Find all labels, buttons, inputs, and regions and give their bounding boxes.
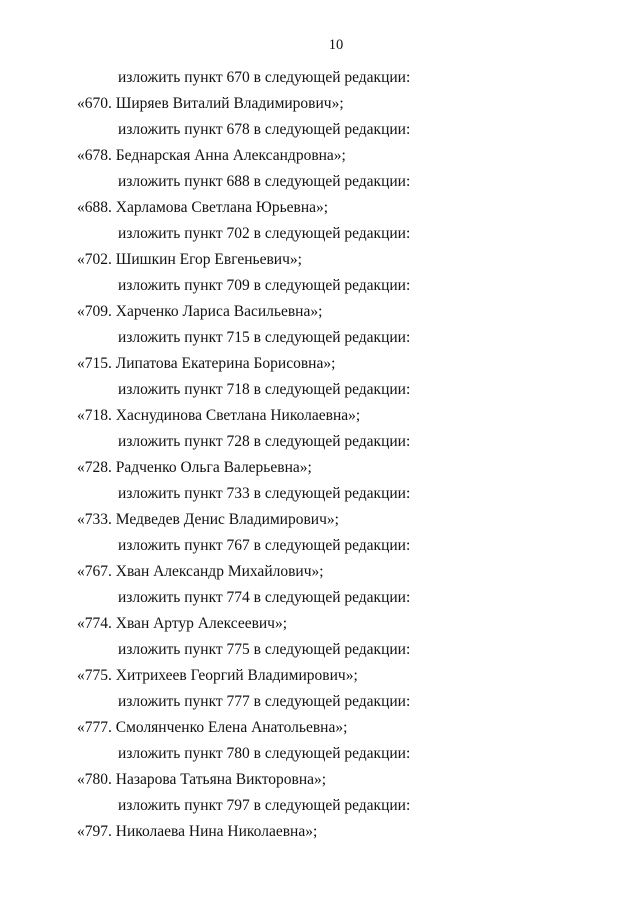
amendment-instruction: изложить пункт 688 в следующей редакции: <box>118 173 411 190</box>
amendment-instruction: изложить пункт 715 в следующей редакции: <box>118 329 411 346</box>
amendment-entry: «780. Назарова Татьяна Викторовна»; <box>77 771 327 788</box>
amendment-instruction: изложить пункт 797 в следующей редакции: <box>118 797 411 814</box>
amendment-entry: «775. Хитрихеев Георгий Владимирович»; <box>77 667 358 684</box>
amendment-entry: «733. Медведев Денис Владимирович»; <box>77 511 339 528</box>
amendment-entry: «702. Шишкин Егор Евгеньевич»; <box>77 251 302 268</box>
amendment-entry: «728. Радченко Ольга Валерьевна»; <box>77 459 312 476</box>
amendment-instruction: изложить пункт 774 в следующей редакции: <box>118 589 411 606</box>
amendment-instruction: изложить пункт 702 в следующей редакции: <box>118 225 411 242</box>
amendment-instruction: изложить пункт 718 в следующей редакции: <box>118 381 411 398</box>
amendment-instruction: изложить пункт 777 в следующей редакции: <box>118 693 411 710</box>
amendment-instruction: изложить пункт 709 в следующей редакции: <box>118 277 411 294</box>
amendment-instruction: изложить пункт 670 в следующей редакции: <box>118 69 411 86</box>
amendment-entry: «688. Харламова Светлана Юрьевна»; <box>77 199 329 216</box>
amendment-entry: «718. Хаснудинова Светлана Николаевна»; <box>77 407 361 424</box>
amendment-entry: «678. Беднарская Анна Александровна»; <box>77 147 346 164</box>
amendment-entry: «670. Ширяев Виталий Владимирович»; <box>77 95 344 112</box>
amendment-instruction: изложить пункт 775 в следующей редакции: <box>118 641 411 658</box>
amendment-instruction: изложить пункт 733 в следующей редакции: <box>118 485 411 502</box>
amendment-entry: «774. Хван Артур Алексеевич»; <box>77 615 288 632</box>
amendment-entry: «715. Липатова Екатерина Борисовна»; <box>77 355 336 372</box>
document-body <box>0 65 640 845</box>
amendment-entry: «777. Смолянченко Елена Анатольевна»; <box>77 719 348 736</box>
amendment-instruction: изложить пункт 780 в следующей редакции: <box>118 745 411 762</box>
amendment-instruction: изложить пункт 767 в следующей редакции: <box>118 537 411 554</box>
amendment-entry: «709. Харченко Лариса Васильевна»; <box>77 303 323 320</box>
amendment-entry: «797. Николаева Нина Николаевна»; <box>77 823 318 840</box>
amendment-entry: «767. Хван Александр Михайлович»; <box>77 563 324 580</box>
amendment-instruction: изложить пункт 678 в следующей редакции: <box>118 121 411 138</box>
page-number: 10 <box>328 37 344 53</box>
amendment-instruction: изложить пункт 728 в следующей редакции: <box>118 433 411 450</box>
